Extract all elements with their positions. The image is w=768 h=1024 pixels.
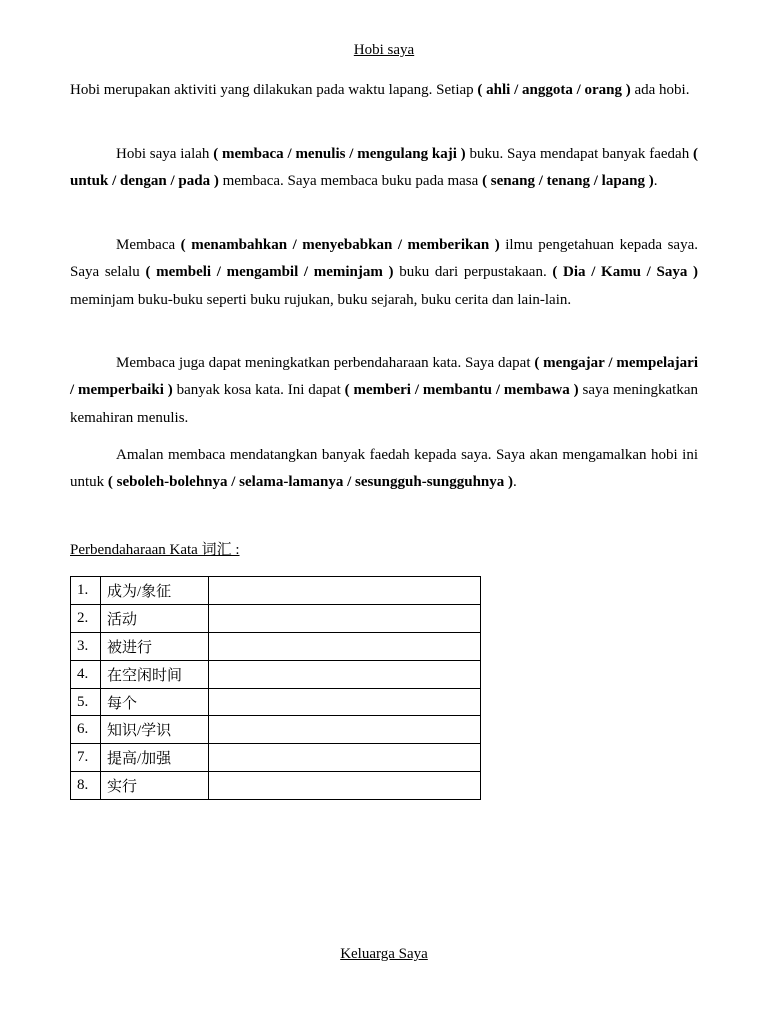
vocab-answer-blank[interactable] bbox=[209, 716, 481, 744]
vocab-row bbox=[71, 744, 481, 772]
vocab-row bbox=[71, 772, 481, 800]
vocab-row bbox=[71, 604, 481, 632]
paragraph-text: Hobi merupakan aktiviti yang dilakukan pada waktu lapang. Setiap bbox=[70, 82, 478, 98]
vocab-answer-blank[interactable] bbox=[209, 688, 481, 716]
vocab-answer-blank[interactable] bbox=[209, 604, 481, 632]
paragraph-intro bbox=[70, 77, 698, 104]
paragraph-text: membaca. Saya membaca buku pada masa bbox=[218, 173, 483, 190]
word-choice-options: ( menambahkan / menyebabkan / memberikan ) bbox=[180, 237, 500, 253]
vocab-answer-blank[interactable] bbox=[209, 772, 481, 800]
paragraph-text: banyak kosa kata. Ini dapat bbox=[172, 382, 345, 399]
paragraph-text: Amalan membaca mendatangkan banyak faedah kepada saya. Saya akan mengamalkan hobi ini untuk bbox=[70, 447, 698, 491]
vocab-heading: Perbendaharaan Kata 词汇 : bbox=[70, 542, 240, 558]
paragraph-hobby bbox=[70, 141, 698, 196]
page-title: Hobi saya bbox=[353, 42, 415, 58]
vocab-chinese-term: 每个 bbox=[101, 688, 209, 716]
vocab-answer-blank[interactable] bbox=[209, 577, 481, 605]
vocab-chinese-term: 成为/象征 bbox=[101, 577, 209, 605]
word-choice-options: ( membeli / mengambil / meminjam ) bbox=[145, 264, 394, 281]
word-choice-options: ( Dia / Kamu / Saya ) bbox=[552, 264, 699, 281]
paragraph-benefits bbox=[70, 232, 698, 314]
vocab-row bbox=[71, 660, 481, 688]
word-choice-options: ( mengajar / mempelajari / memperbaiki ) bbox=[70, 355, 698, 399]
vocab-chinese-term: 在空闲时间 bbox=[101, 660, 209, 688]
word-choice-options: ( seboleh-bolehnya / selama-lamanya / sesungguh-sungguhnya ) bbox=[107, 474, 514, 491]
vocab-number: 8. bbox=[71, 772, 101, 800]
paragraph-text: saya meningkatkan kemahiran menulis. bbox=[70, 382, 698, 426]
vocab-answer-blank[interactable] bbox=[209, 660, 481, 688]
vocab-table bbox=[70, 576, 481, 800]
vocab-chinese-term: 活动 bbox=[101, 604, 209, 632]
vocab-chinese-term: 知识/学识 bbox=[101, 716, 209, 744]
vocab-chinese-term: 提高/加强 bbox=[101, 744, 209, 772]
paragraph-text: Hobi saya ialah bbox=[116, 146, 214, 162]
vocab-row bbox=[71, 688, 481, 716]
paragraph-text: ada hobi. bbox=[630, 82, 690, 98]
vocab-number: 4. bbox=[71, 660, 101, 688]
vocab-row bbox=[71, 632, 481, 660]
vocab-row bbox=[71, 716, 481, 744]
next-section-title: Keluarga Saya bbox=[340, 946, 428, 962]
paragraph-text: . bbox=[513, 474, 517, 491]
vocab-number: 2. bbox=[71, 604, 101, 632]
paragraph-conclusion bbox=[70, 442, 698, 497]
vocab-number: 7. bbox=[71, 744, 101, 772]
word-choice-options: ( senang / tenang / lapang ) bbox=[482, 173, 654, 190]
word-choice-options: ( untuk / dengan / pada ) bbox=[70, 146, 699, 190]
vocab-number: 6. bbox=[71, 716, 101, 744]
paragraph-vocabulary bbox=[70, 350, 698, 432]
vocab-number: 5. bbox=[71, 688, 101, 716]
paragraph-text: meminjam buku-buku seperti buku rujukan, buku sejarah, buku cerita dan lain-lain. bbox=[70, 291, 572, 308]
vocab-chinese-term: 被进行 bbox=[101, 632, 209, 660]
paragraph-text: . bbox=[653, 173, 658, 190]
vocab-number: 3. bbox=[71, 632, 101, 660]
word-choice-options: ( ahli / anggota / orang ) bbox=[477, 82, 631, 98]
vocab-answer-blank[interactable] bbox=[209, 632, 481, 660]
word-choice-options: ( memberi / membantu / membawa ) bbox=[344, 382, 579, 399]
word-choice-options: ( membaca / menulis / mengulang kaji ) bbox=[213, 146, 466, 162]
paragraph-text: buku dari perpustakaan. bbox=[393, 264, 553, 281]
paragraph-text: Membaca juga dapat meningkatkan perbendaharaan kata. Saya dapat bbox=[116, 355, 535, 371]
vocab-number: 1. bbox=[71, 577, 101, 605]
vocab-chinese-term: 实行 bbox=[101, 772, 209, 800]
paragraph-text: Membaca bbox=[116, 237, 181, 253]
paragraph-text: buku. Saya mendapat banyak faedah bbox=[465, 146, 694, 162]
vocab-answer-blank[interactable] bbox=[209, 744, 481, 772]
paragraph-text: ilmu pengetahuan kepada saya. Saya selalu bbox=[70, 237, 698, 281]
vocab-row bbox=[71, 577, 481, 605]
